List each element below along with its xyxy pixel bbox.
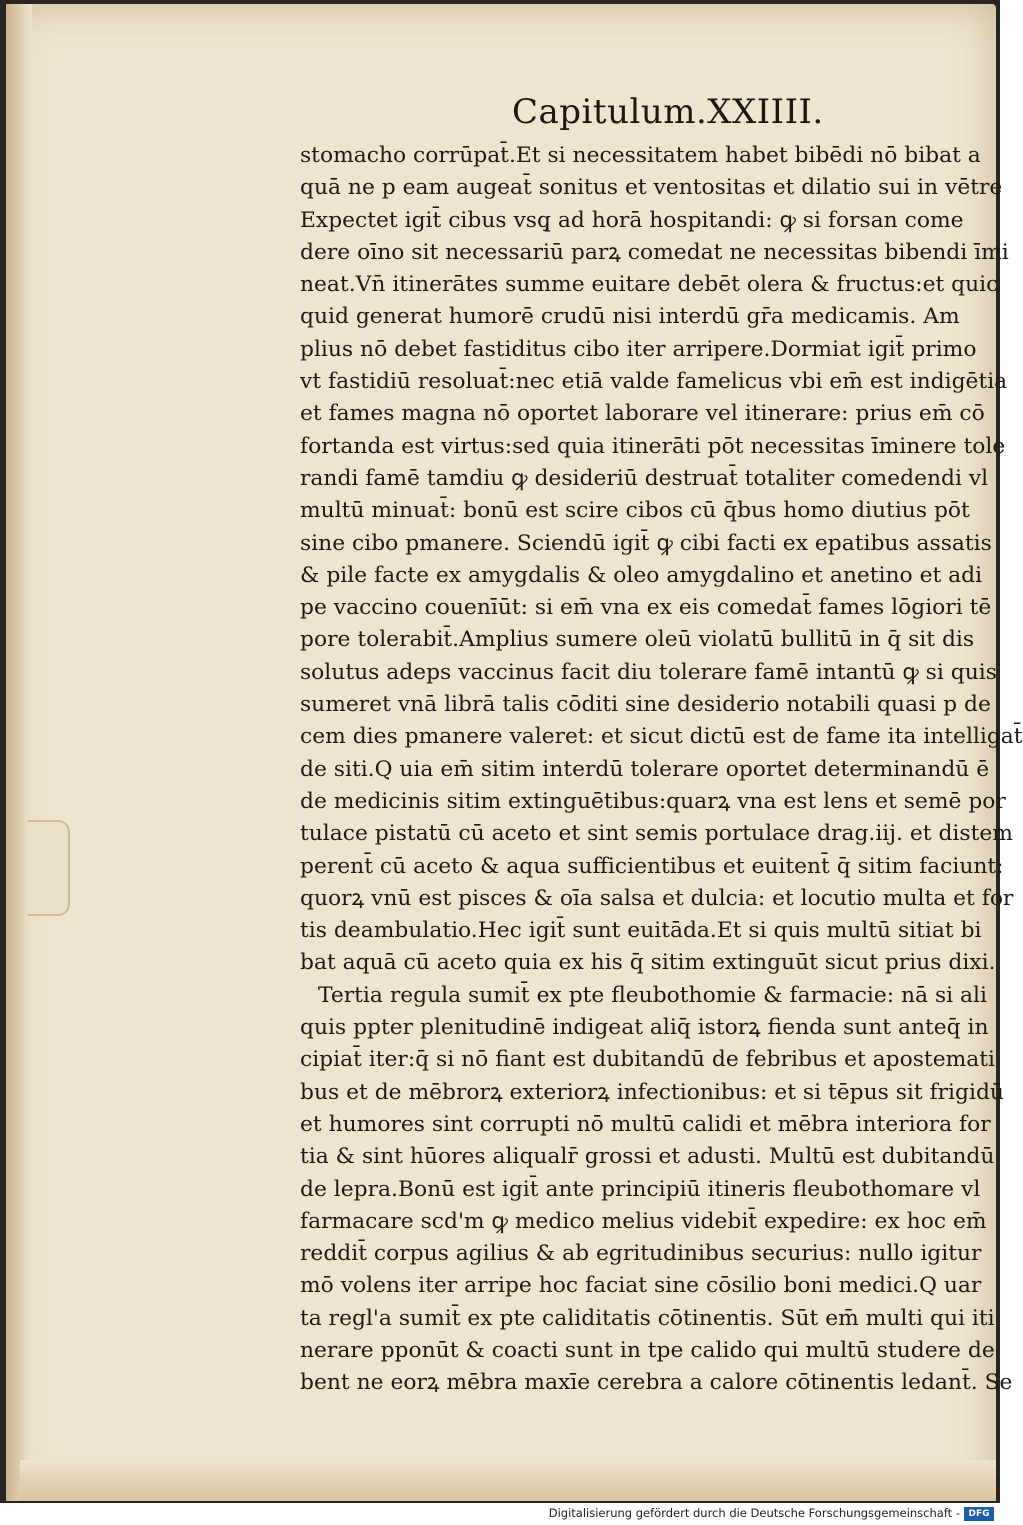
text-line: perent̄ cū aceto & aqua sufficientibus et euitent̄ q̄ sitim faciunt: [300, 853, 1004, 879]
text-line: nerare pponūt & coacti sunt in tpe calido qui multū studere de [300, 1337, 995, 1363]
text-line: sumeret vnā librā talis cōditi sine desiderio notabili quasi p de [300, 692, 991, 718]
text-line: de siti.Q uia em̄ sitim interdū tolerare oportet determinandū ē [300, 756, 990, 782]
digitization-footer [0, 1503, 1000, 1525]
text-line: cem dies pmanere valeret: et sicut dictū est de fame ita intelligat̄ [300, 724, 1023, 750]
text-line: dere oīno sit necessariū parꝝ comedat ne necessitas bibendi īmi [300, 239, 1009, 265]
text-line: vt fastidiū resoluat̄:nec etiā valde famelicus vbi em̄ est indigētia [300, 369, 1008, 395]
text-line: bent ne eorꝝ mēbra maxīe cerebra a calore cōtinentis ledant̄. Se [300, 1370, 1013, 1396]
text-line: ta regl'a sumit̄ ex pte caliditatis cōtinentis. Sūt em̄ multi qui iti [300, 1305, 995, 1331]
text-line: neat.Vn̄ itinerātes summe euitare debēt olera & fructus:et quic [300, 272, 999, 298]
text-line: reddit̄ corpus agilius & ab egritudinibus securius: nullo igitur [300, 1241, 982, 1267]
page-body-text [300, 140, 1023, 1400]
text-line: pore tolerabit̄.Amplius sumere oleū violatū bullitū in q̄ sit dis [300, 627, 975, 653]
text-line: bus et de mēbrorꝝ exteriorꝝ infectionibus: et si tēpus sit frigidū [300, 1079, 1004, 1105]
text-line: solutus adeps vaccinus facit diu tolerare famē intantū ꝙ si quis [300, 659, 997, 685]
text-line: quis ppter plenitudinē indigeat aliq̄ istorꝝ fienda sunt anteq̄ in [300, 1015, 989, 1041]
text-line: tia & sint hūores aliqualr̄ grossi et adusti. Multū est dubitandū [300, 1144, 995, 1170]
text-line: Tertia regula sumit̄ ex pte fleubothomie & farmacie: nā si ali [318, 982, 987, 1008]
page-bottom-edge [20, 1460, 996, 1501]
text-line: quid generat humorē crudū nisi interdū gr̄a medicamis. Am [300, 304, 960, 330]
text-line: quorꝝ vnū est pisces & oīa salsa et dulcia: et locutio multa et for [300, 885, 1014, 911]
text-line: de medicinis sitim extinguētibus:quarꝝ vna est lens et semē por [300, 788, 1006, 814]
text-line: pe vaccino couenīūt: si em̄ vna ex eis comedat̄ fames lōgiori tē [300, 595, 992, 621]
text-line: bat aquā cū aceto quia ex his q̄ sitim extinguūt sicut prius dixi. [300, 950, 996, 976]
text-line: multū minuat̄: bonū est scire cibos cū q̄bus homo diutius pōt [300, 498, 970, 524]
page-binding-edge [6, 4, 32, 1501]
text-line: stomacho corrūpat̄.Et si necessitatem habet bibēdi nō bibat a [300, 143, 981, 168]
footer-credit: Digitalisierung gefördert durch die Deutsche Forschungsgemeinschaft - [548, 1506, 960, 1520]
text-line: & pile facte ex amygdalis & oleo amygdalino et anetino et adi [300, 562, 983, 588]
dfg-logo-icon[interactable]: DFG [964, 1507, 994, 1521]
text-line: tis deambulatio.Hec igit̄ sunt euitāda.Et si quis multū sitiat bi [300, 918, 982, 944]
text-line: quā ne p eam augeat̄ sonitus et ventositas et dilatio sui in vētre [300, 175, 1003, 201]
text-line: et fames magna nō oportet laborare vel itinerare: prius em̄ cō [300, 401, 985, 427]
text-line: tulace pistatū cū aceto et sint semis portulace drag.iij. et distem [300, 821, 1013, 847]
text-line: de lepra.Bonū est igit̄ ante principiū itineris fleubothomare vl [300, 1176, 981, 1202]
text-line: randi famē tamdiu ꝙ desideriū destruat̄ totaliter comedendi vl [300, 465, 989, 491]
text-line: mō volens iter arripe hoc faciat sine cōsilio boni medici.Q uar [300, 1273, 982, 1299]
text-line: sine cibo pmanere. Sciendū igit̄ ꝙ cibi facti ex epatibus assatis [300, 530, 992, 556]
text-line: cipiat̄ iter:q̄ si nō fiant est dubitandū de febribus et apostemati [300, 1047, 995, 1073]
text-line: plius nō debet fastiditus cibo iter arripere.Dormiat igit̄ primo [300, 336, 977, 362]
page-clip-mark [28, 820, 70, 916]
chapter-heading: Capitulum.XXIIII. [512, 92, 824, 132]
text-line: fortanda est virtus:sed quia itinerāti pōt necessitas īminere tole [300, 433, 1006, 459]
text-line: farmacare scd'm ꝙ medico melius videbit̄ expedire: ex hoc em̄ [300, 1208, 987, 1234]
text-line: et humores sint corrupti nō multū calidi et mēbra interiora for [300, 1111, 991, 1137]
text-line: Expectet igit̄ cibus vsq̧ ad horā hospitandi: ꝙ si forsan come [300, 207, 964, 233]
